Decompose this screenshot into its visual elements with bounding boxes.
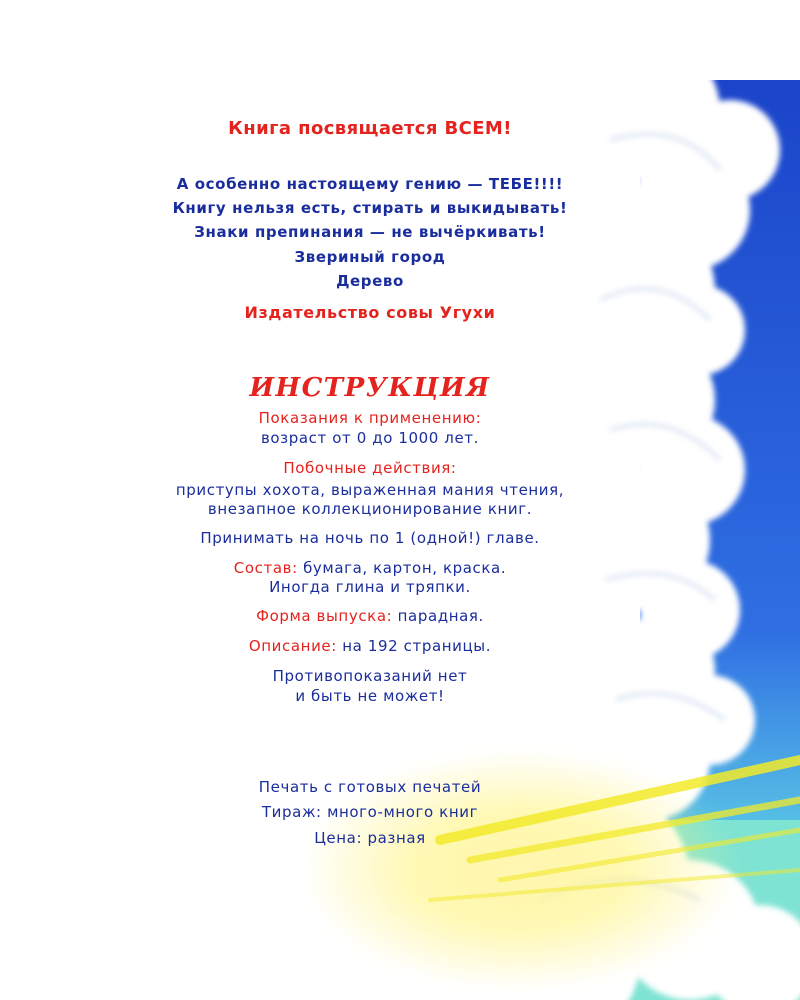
publisher-name: Издательство совы Угухи (244, 303, 496, 322)
side-effects-line-1: приступы хохота, выраженная мания чтения, (175, 481, 565, 499)
city-name: Звериный город (294, 248, 446, 266)
description-value: на 192 страницы. (336, 637, 492, 655)
composition-line-2: Иногда глина и тряпки. (269, 578, 471, 596)
dedication-line-3: Знаки препинания — не вычёркивать! (194, 223, 546, 241)
form-label: Форма выпуска: (256, 607, 393, 625)
indications-value: возраст от 0 до 1000 лет. (260, 429, 480, 447)
circulation-info: Тираж: много-много книг (261, 803, 479, 821)
dedication-title: Книга посвящается ВСЕМ! (228, 118, 512, 139)
contraindications-line-1: Противопоказаний нет (272, 667, 468, 685)
contraindications-line-2: и быть не может! (295, 687, 445, 705)
side-effects-label: Побочные действия: (283, 459, 457, 477)
dedication-line-2: Книгу нельзя есть, стирать и выкидывать! (172, 199, 568, 217)
indications-label: Показания к применению: (258, 409, 482, 427)
description-line (0, 636, 740, 656)
dosage-text: Принимать на ночь по 1 (одной!) главе. (200, 529, 540, 547)
instruction-heading: ИНСТРУКЦИЯ (249, 373, 491, 403)
composition-value: бумага, картон, краска. (297, 559, 507, 577)
description-label: Описание: (248, 637, 337, 655)
form-line (0, 606, 740, 626)
composition-line (0, 558, 740, 578)
price-info: Цена: разная (314, 829, 426, 847)
side-effects-line-2: внезапное коллекционирование книг. (207, 500, 533, 518)
form-value: парадная. (392, 607, 484, 625)
dedication-line-1: А особенно настоящему гению — ТЕБЕ!!!! (176, 175, 564, 193)
print-info: Печать с готовых печатей (258, 778, 482, 796)
composition-label: Состав: (233, 559, 298, 577)
place-name: Дерево (336, 272, 404, 290)
